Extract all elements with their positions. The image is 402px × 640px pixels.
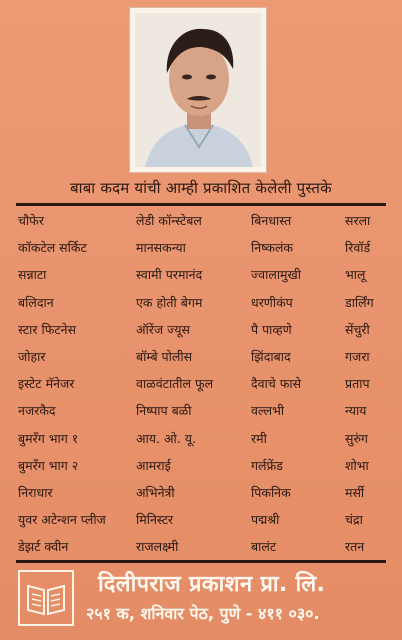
book-title: सुरुंग <box>345 430 368 446</box>
book-title: बुमरँग भाग २ <box>18 457 79 473</box>
book-row <box>0 402 402 429</box>
book-title: स्टार फिटनेस <box>18 321 77 337</box>
publisher-name: दिलीपराज प्रकाशन प्रा. लि. <box>98 572 326 597</box>
book-title: न्याय <box>345 403 367 419</box>
book-title: युवर अटेन्शन प्लीज <box>18 512 106 528</box>
book-title: निष्पाप बळी <box>136 403 192 419</box>
book-title: पद्मश्री <box>251 512 280 528</box>
book-title: बालंट <box>251 539 277 555</box>
book-title: रमी <box>251 430 267 446</box>
book-title: मिनिस्टर <box>136 512 174 528</box>
book-title: अभिनेत्री <box>136 484 175 500</box>
book-title: बिनधास्त <box>251 213 292 228</box>
book-title: बुमरँग भाग १ <box>18 430 79 446</box>
book-title: आमराई <box>136 457 171 473</box>
book-title: आय. ओ. यू. <box>136 430 196 446</box>
book-title: गर्लफ्रेंड <box>251 457 283 473</box>
book-title: पै पाव्हणे <box>251 321 292 337</box>
book-title: बॉम्बे पोलीस <box>136 348 193 364</box>
book-title: एक होती बेगम <box>136 294 203 310</box>
book-row <box>0 212 402 239</box>
book-title: सरला <box>345 213 371 228</box>
book-title: प्रताप <box>345 376 370 392</box>
book-title: सेंचुरी <box>345 321 370 337</box>
book-title: निराधार <box>18 484 53 500</box>
book-title: डेझर्ट क्वीन <box>18 539 69 555</box>
page-title: बाबा कदम यांची आम्ही प्रकाशित केलेली पुस्तके <box>70 179 332 197</box>
book-title: चंद्रा <box>345 512 363 528</box>
book-row <box>0 266 402 293</box>
book-title: नजरकैद <box>18 403 56 419</box>
book-title: झिंदाबाद <box>251 348 291 364</box>
book-row <box>0 430 402 457</box>
publisher-footer <box>16 566 386 634</box>
open-book-logo-icon <box>18 570 74 626</box>
book-title: पिकनिक <box>251 484 291 500</box>
top-divider <box>16 203 386 206</box>
book-title: रतन <box>345 539 365 555</box>
book-title: सन्नाटा <box>18 267 47 283</box>
book-title: ज्वालामुखी <box>251 267 301 283</box>
book-row <box>0 484 402 511</box>
book-title: चौफेर <box>18 213 44 228</box>
book-title: मानसकन्या <box>136 240 186 256</box>
book-row <box>0 321 402 348</box>
book-title: वाळवंटातील फूल <box>136 376 214 392</box>
book-title: राजलक्ष्मी <box>136 539 179 555</box>
book-title: धरणीकंप <box>251 294 293 310</box>
book-title: निष्कलंक <box>251 240 294 256</box>
publisher-address: २५१ क, शनिवार पेठ, पुणे - ४११ ०३०. <box>86 604 320 623</box>
book-row <box>0 239 402 266</box>
bottom-divider <box>16 560 386 563</box>
book-list <box>0 212 402 565</box>
book-title: जोहार <box>18 348 46 364</box>
book-row <box>0 457 402 484</box>
book-title: बलिदान <box>18 294 54 310</box>
book-row <box>0 375 402 402</box>
book-title: शोभा <box>345 457 369 473</box>
author-portrait <box>130 8 266 172</box>
book-title: मर्सी <box>345 484 365 500</box>
book-title: गजरा <box>345 348 370 364</box>
book-row <box>0 294 402 321</box>
book-title: कॉकटेल सर्किट <box>18 240 87 256</box>
book-row <box>0 348 402 375</box>
book-title: लेडी कॉन्स्टेबल <box>136 213 202 228</box>
book-title: स्वामी परमानंद <box>136 267 203 283</box>
book-row <box>0 511 402 538</box>
book-title: डार्लिंग <box>345 294 374 310</box>
book-title: दैवाचे फासे <box>251 376 302 392</box>
book-title: वल्लभी <box>251 403 285 419</box>
book-title: ऑरेंज ज्यूस <box>136 321 190 337</box>
book-title: भालू <box>345 267 366 283</box>
book-title: इस्टेट मॅनेजर <box>18 376 75 392</box>
book-title: रिवॉर्ड <box>345 240 371 256</box>
portrait-image <box>135 13 261 167</box>
